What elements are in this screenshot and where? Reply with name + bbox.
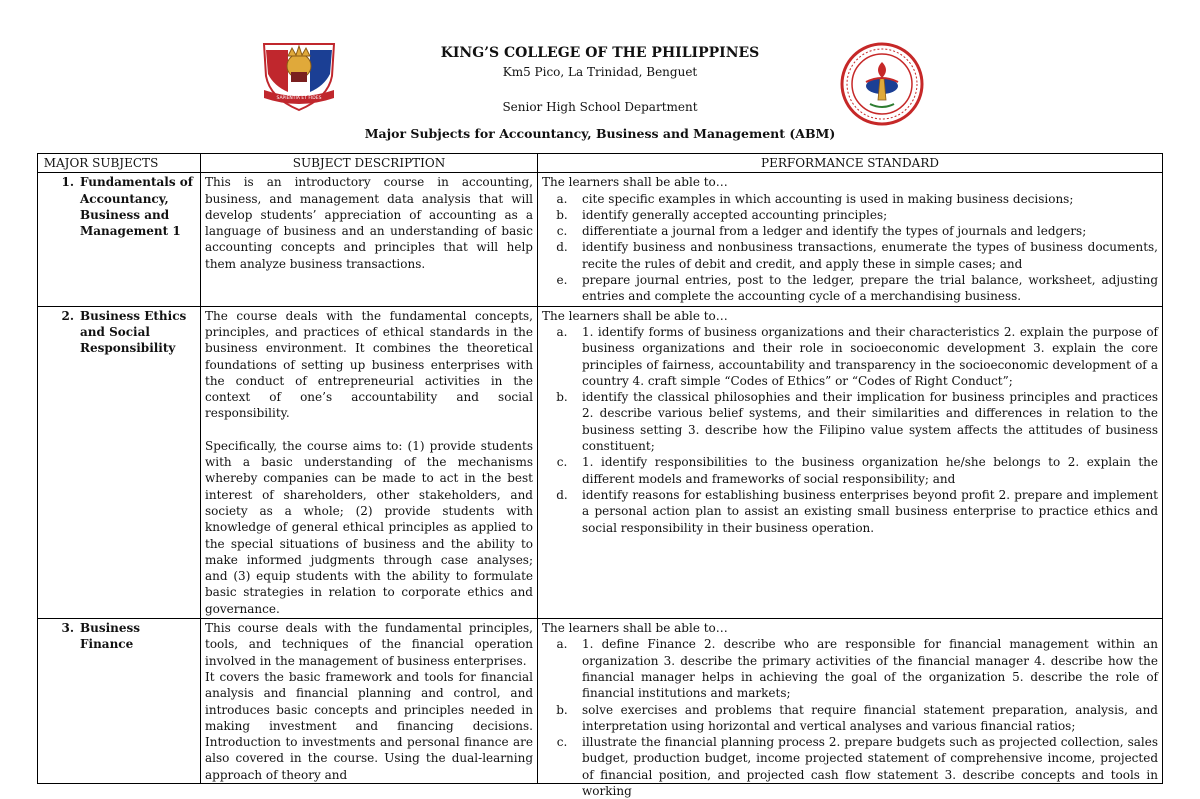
college-seal-logo xyxy=(840,42,924,126)
subjects-table xyxy=(37,153,1163,798)
subject-name: Fundamentals of Accountancy, Business and Management 1 xyxy=(80,175,193,239)
list-item: c. 1. identify responsibilities to the business organization he/she belongs to 2. explain the different models and frameworks of social responsibility; and xyxy=(556,455,1158,486)
list-item: b. identify the classical philosophies and their implication for business principles and practices 2. describe various belief systems, and their similarities and differences in relation to the business setting 3. describe how the Filipino value system affects the attitudes of business constituent; xyxy=(556,390,1158,454)
subject-name: Business Ethics and Social Responsibility xyxy=(80,308,187,356)
description-paragraph: It covers the basic framework and tools for financial analysis and financial planning and control, and introduces basic concepts and principles needed in making investment and financing decisions. Introduction to investments and personal finance are also covered in the course. Using the dual-learning approach of theory and xyxy=(205,669,533,782)
table-row xyxy=(38,306,1163,618)
college-shield-logo xyxy=(258,36,340,114)
table-row xyxy=(38,173,1163,306)
list-item: c. illustrate the financial planning process 2. prepare budgets such as projected collection, sales budget, production budget, income projected statement of comprehensive income, projected of financial position, and projected cash flow statement 3. describe concepts and tools in working xyxy=(556,735,1158,798)
standard-intro: The learners shall be able to… xyxy=(542,175,728,190)
list-item: a. 1. identify forms of business organizations and their characteristics 2. explain the purpose of business organizations and their role in socioeconomic development 3. explain the core principles of fairness, accountability and transparency in the socioeconomic development of a country 4. craft simple “Codes of Ethics” or “Codes of Right Conduct”; xyxy=(556,324,1158,388)
subject-cell xyxy=(38,173,201,306)
header-performance-standard: PERFORMANCE STANDARD xyxy=(538,154,1163,173)
subject-cell xyxy=(38,306,201,618)
header-major-subjects: MAJOR SUBJECTS xyxy=(38,154,201,173)
list-item: c. differentiate a journal from a ledger and identify the types of journals and ledgers; xyxy=(556,224,1087,239)
subject-name: Business Finance xyxy=(80,621,141,652)
list-item: a. 1. define Finance 2. describe who are responsible for financial management within an organization 3. describe the primary activities of the financial manager 4. describe how the financial manager helps in achieving the goal of the organization 5. describe the role of financial institutions and markets; xyxy=(556,637,1158,701)
list-item: e. prepare journal entries, post to the ledger, prepare the trial balance, worksheet, adjusting entries and complete the accounting cycle of a merchandising business. xyxy=(556,273,1158,304)
standard-intro: The learners shall be able to… xyxy=(542,621,728,636)
list-item: b. identify generally accepted accounting principles; xyxy=(556,207,888,222)
list-item: b. solve exercises and problems that require financial statement preparation, analysis, and interpretation using horizontal and vertical analyses and various financial ratios; xyxy=(556,702,1158,733)
standard-intro: The learners shall be able to… xyxy=(542,308,728,323)
college-name: KING’S COLLEGE OF THE PHILIPPINES xyxy=(440,45,760,61)
standard-cell xyxy=(538,619,1163,798)
college-address: Km5 Pico, La Trinidad, Benguet xyxy=(502,65,698,79)
description-paragraph: The course deals with the fundamental concepts, principles, and practices of ethical standards in the business environment. It combines the theoretical foundations of setting up business enterprises with the conduct of entrepreneurial activities in the context of one’s accountability and social responsibility. xyxy=(205,308,533,421)
table-row xyxy=(38,619,1163,784)
subject-number: 1. xyxy=(61,175,74,190)
table-header-row xyxy=(38,154,1163,173)
description-cell xyxy=(201,173,538,306)
document-subtitle: Major Subjects for Accountancy, Business and Management (ABM) xyxy=(364,126,836,141)
description-cell xyxy=(201,306,538,618)
list-item: d. identify business and nonbusiness transactions, enumerate the types of business documents, recite the rules of debit and credit, and apply these in simple cases; and xyxy=(556,240,1158,271)
subject-number: 2. xyxy=(61,308,74,323)
header-subject-description: SUBJECT DESCRIPTION xyxy=(201,154,538,173)
description-paragraph: This course deals with the fundamental principles, tools, and techniques of the financial operation involved in the management of business enterprises. xyxy=(205,621,533,668)
standard-cell xyxy=(538,173,1163,306)
description-paragraph: Specifically, the course aims to: (1) provide students with a basic understanding of the mechanisms whereby companies can be made to act in the best interest of shareholders, other stakeholders, and society as a whole; (2) provide students with knowledge of general ethical principles as applied to the special situations of business and the ability to make informed judgments through case analyses; and (3) equip students with the ability to formulate basic strategies in relation to corporate ethics and governance. xyxy=(205,438,533,616)
list-item: a. cite specific examples in which accounting is used in making business decisions; xyxy=(556,191,1074,206)
department-name: Senior High School Department xyxy=(502,100,698,114)
standard-cell xyxy=(538,306,1163,618)
list-item: d. identify reasons for establishing business enterprises beyond profit 2. prepare and implement a personal action plan to assist an existing small business enterprise to practice ethics and social responsibility in their business operation. xyxy=(556,487,1158,535)
svg-text:SAPIENTIA ET FIDES: SAPIENTIA ET FIDES xyxy=(276,96,322,101)
description-paragraph: This is an introductory course in accounting, business, and management data analysis that will develop students’ appreciation of accounting as a language of business and an understanding of basic accounting concepts and principles that will help them analyze business transactions. xyxy=(205,175,533,271)
description-cell xyxy=(201,619,538,784)
subject-number: 3. xyxy=(61,621,74,636)
subject-cell xyxy=(38,619,201,784)
